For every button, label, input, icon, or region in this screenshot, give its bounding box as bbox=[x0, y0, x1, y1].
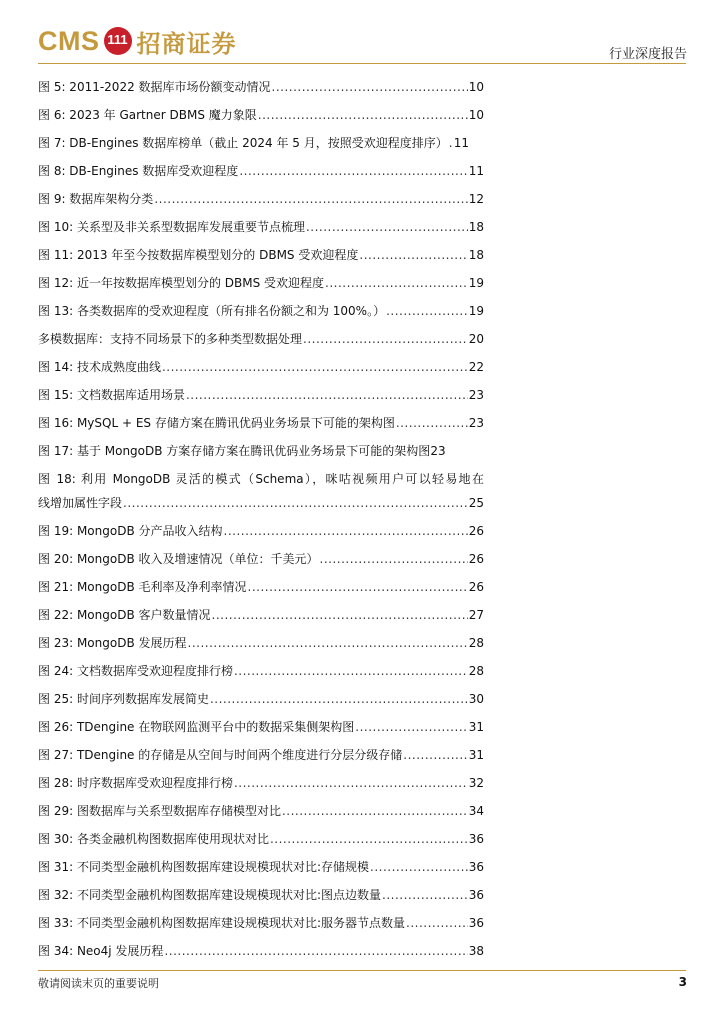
toc-leader bbox=[272, 78, 468, 96]
toc-leader bbox=[186, 386, 468, 404]
toc-page: 19 bbox=[468, 304, 484, 318]
toc-label: 图 21: MongoDB 毛利率及净利率情况 bbox=[38, 580, 247, 594]
toc-entry[interactable] bbox=[38, 662, 484, 680]
toc-page: 19 bbox=[468, 276, 484, 290]
toc-entry[interactable] bbox=[38, 470, 484, 512]
toc-label: 图 19: MongoDB 分产品收入结构 bbox=[38, 524, 223, 538]
toc-leader bbox=[270, 830, 468, 848]
toc-leader bbox=[234, 662, 468, 680]
toc-leader bbox=[306, 218, 468, 236]
toc-leader bbox=[239, 162, 467, 180]
toc-page: 36 bbox=[468, 832, 484, 846]
toc-entry[interactable] bbox=[38, 634, 484, 652]
toc-entry[interactable] bbox=[38, 690, 484, 708]
toc-label: 多模数据库：支持不同场景下的多种类型数据处理 bbox=[38, 332, 303, 346]
toc-entry[interactable] bbox=[38, 190, 484, 208]
toc-page: 18 bbox=[468, 248, 484, 262]
toc-entry[interactable] bbox=[38, 606, 484, 624]
toc-leader bbox=[403, 746, 467, 764]
toc-leader bbox=[162, 358, 468, 376]
toc-leader bbox=[325, 274, 468, 292]
toc-page: 28 bbox=[468, 664, 484, 678]
toc-label-continued: 线增加属性字段 bbox=[38, 496, 123, 510]
toc-leader bbox=[320, 550, 468, 568]
toc-label: 图 28: 时序数据库受欢迎程度排行榜 bbox=[38, 776, 233, 790]
page-number: 3 bbox=[678, 975, 687, 989]
toc-entry[interactable] bbox=[38, 942, 484, 960]
toc-leader bbox=[396, 414, 468, 432]
toc-label: 图 23: MongoDB 发展历程 bbox=[38, 636, 187, 650]
toc-label: 图 27: TDengine 的存储是从空间与时间两个维度进行分层分级存储 bbox=[38, 748, 403, 762]
toc-entry[interactable] bbox=[38, 274, 484, 292]
toc-label: 图 32: 不同类型金融机构图数据库建设规模现状对比:图点边数量 bbox=[38, 888, 381, 902]
toc-entry[interactable] bbox=[38, 746, 484, 764]
report-type: 行业深度报告 bbox=[608, 47, 687, 62]
toc-label: 图 33: 不同类型金融机构图数据库建设规模现状对比:服务器节点数量 bbox=[38, 916, 405, 930]
toc-page: 36 bbox=[468, 860, 484, 874]
toc-page: 11 bbox=[453, 136, 470, 150]
logo-badge-icon bbox=[104, 27, 132, 55]
toc-leader bbox=[154, 190, 467, 208]
toc-leader bbox=[370, 858, 468, 876]
toc-label: 图 14: 技术成熟度曲线 bbox=[38, 360, 161, 374]
toc-label: 图 5: 2011-2022 数据库市场份额变动情况 bbox=[38, 80, 271, 94]
toc-entry[interactable] bbox=[38, 218, 484, 236]
toc-leader bbox=[449, 134, 453, 152]
toc-page: 23 bbox=[468, 416, 484, 430]
toc-entry[interactable] bbox=[38, 134, 484, 152]
toc-page: 20 bbox=[468, 332, 484, 346]
toc-entry[interactable] bbox=[38, 302, 484, 320]
toc-label: 图 8: DB-Engines 数据库受欢迎程度 bbox=[38, 164, 239, 178]
toc-entry[interactable] bbox=[38, 386, 484, 404]
toc-label: 图 18: 利用 MongoDB 灵活的模式（Schema），咪咕视频用户可以轻易地在 bbox=[38, 472, 484, 486]
toc-label: 图 12: 近一年按数据库模型划分的 DBMS 受欢迎程度 bbox=[38, 276, 325, 290]
toc-entry[interactable] bbox=[38, 358, 484, 376]
toc-entry[interactable] bbox=[38, 442, 484, 460]
toc-page: 18 bbox=[468, 220, 484, 234]
footer-divider bbox=[38, 970, 686, 971]
company-logo bbox=[38, 26, 237, 56]
toc-page: 28 bbox=[468, 636, 484, 650]
toc-page: 30 bbox=[468, 692, 484, 706]
toc-leader bbox=[386, 302, 468, 320]
logo-badge-text: 111 bbox=[107, 32, 128, 47]
toc-page: 32 bbox=[468, 776, 484, 790]
toc-entry[interactable] bbox=[38, 718, 484, 736]
toc-continuation bbox=[38, 494, 484, 512]
toc-page: 26 bbox=[468, 524, 484, 538]
toc-entry[interactable] bbox=[38, 550, 484, 568]
toc-label: 图 7: DB-Engines 数据库榜单（截止 2024 年 5 月，按照受欢迎程度排序） bbox=[38, 136, 448, 150]
toc-leader bbox=[188, 634, 468, 652]
toc-leader bbox=[224, 522, 468, 540]
toc-entry[interactable] bbox=[38, 858, 484, 876]
toc-page: 36 bbox=[468, 888, 484, 902]
toc-page: 12 bbox=[468, 192, 484, 206]
toc-leader bbox=[406, 914, 468, 932]
toc-page: 36 bbox=[468, 916, 484, 930]
toc-leader bbox=[234, 774, 468, 792]
toc-label: 图 30: 各类金融机构图数据库使用现状对比 bbox=[38, 832, 269, 846]
toc-entry[interactable] bbox=[38, 106, 484, 124]
footer-disclaimer: 敬请阅读末页的重要说明 bbox=[38, 977, 159, 990]
toc-label: 图 13: 各类数据库的受欢迎程度（所有排名份额之和为 100%。） bbox=[38, 304, 386, 318]
toc-leader bbox=[258, 106, 468, 124]
toc-entry[interactable] bbox=[38, 414, 484, 432]
toc-leader bbox=[123, 494, 468, 512]
toc-page: 10 bbox=[468, 108, 484, 122]
toc-entry[interactable] bbox=[38, 78, 484, 96]
toc-leader bbox=[359, 246, 467, 264]
toc-leader bbox=[212, 606, 468, 624]
toc-page: 27 bbox=[468, 608, 484, 622]
toc-page: 26 bbox=[468, 552, 484, 566]
toc-leader bbox=[164, 942, 467, 960]
toc-label: 图 20: MongoDB 收入及增速情况（单位：千美元） bbox=[38, 552, 319, 566]
toc-page: 22 bbox=[468, 360, 484, 374]
toc-label: 图 31: 不同类型金融机构图数据库建设规模现状对比:存储规模 bbox=[38, 860, 369, 874]
logo-chinese: 招商证券 bbox=[136, 29, 237, 58]
toc-label: 图 34: Neo4j 发展历程 bbox=[38, 944, 164, 958]
toc-entry[interactable] bbox=[38, 802, 484, 820]
toc-label: 图 9: 数据库架构分类 bbox=[38, 192, 154, 206]
toc-label: 图 10: 关系型及非关系型数据库发展重要节点梳理 bbox=[38, 220, 305, 234]
toc-page: 34 bbox=[468, 804, 484, 818]
header-divider bbox=[38, 63, 686, 64]
logo-latin: CMS bbox=[38, 25, 100, 56]
toc-leader bbox=[303, 330, 468, 348]
toc-entry[interactable] bbox=[38, 330, 484, 348]
toc-label: 图 22: MongoDB 客户数量情况 bbox=[38, 608, 211, 622]
toc-leader bbox=[248, 578, 468, 596]
toc-entry[interactable] bbox=[38, 886, 484, 904]
toc-leader bbox=[355, 718, 467, 736]
toc-entry[interactable] bbox=[38, 830, 484, 848]
toc-entry[interactable] bbox=[38, 774, 484, 792]
toc-leader bbox=[382, 886, 468, 904]
toc-entry[interactable] bbox=[38, 246, 484, 264]
toc-page: 38 bbox=[468, 944, 484, 958]
toc-page: 31 bbox=[468, 748, 484, 762]
toc-label: 图 17: 基于 MongoDB 方案存储方案在腾讯优码业务场景下可能的架构图 bbox=[38, 444, 431, 458]
toc-page: 26 bbox=[468, 580, 484, 594]
toc-entry[interactable] bbox=[38, 522, 484, 540]
toc-leader bbox=[282, 802, 468, 820]
toc-page: 31 bbox=[468, 720, 484, 734]
toc-page: 11 bbox=[468, 164, 484, 178]
toc-label: 图 6: 2023 年 Gartner DBMS 魔力象限 bbox=[38, 108, 257, 122]
toc-label: 图 11: 2013 年至今按数据库模型划分的 DBMS 受欢迎程度 bbox=[38, 248, 359, 262]
toc-page: 25 bbox=[468, 496, 484, 510]
toc-page: 23 bbox=[468, 388, 484, 402]
toc-page: 23 bbox=[430, 444, 446, 458]
toc-label: 图 24: 文档数据库受欢迎程度排行榜 bbox=[38, 664, 233, 678]
toc-label: 图 15: 文档数据库适用场景 bbox=[38, 388, 185, 402]
toc-entry[interactable] bbox=[38, 162, 484, 180]
toc-label: 图 29: 图数据库与关系型数据库存储模型对比 bbox=[38, 804, 281, 818]
toc-label: 图 16: MySQL + ES 存储方案在腾讯优码业务场景下可能的架构图 bbox=[38, 416, 395, 430]
toc-page: 10 bbox=[468, 80, 484, 94]
table-of-figures bbox=[38, 74, 484, 960]
toc-entry[interactable] bbox=[38, 914, 484, 932]
toc-label: 图 25: 时间序列数据库发展简史 bbox=[38, 692, 209, 706]
toc-entry[interactable] bbox=[38, 578, 484, 596]
page-header bbox=[0, 0, 724, 66]
toc-label: 图 26: TDengine 在物联网监测平台中的数据采集侧架构图 bbox=[38, 720, 355, 734]
toc-leader bbox=[210, 690, 468, 708]
